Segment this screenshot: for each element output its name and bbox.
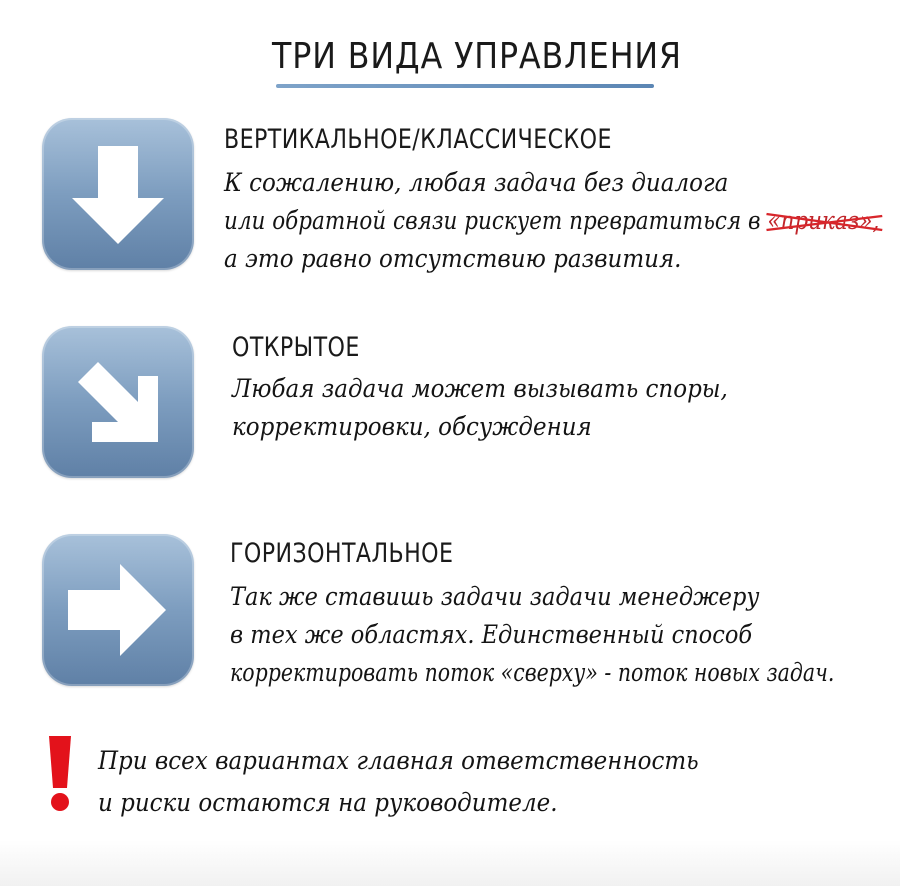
section-text-line: Так же ставишь задачи задачи менеджеру	[230, 582, 760, 611]
section-heading-vertical: ВЕРТИКАЛЬНОЕ/КЛАССИЧЕСКОЕ	[224, 124, 612, 155]
down-arrow-icon	[42, 118, 194, 270]
section-heading-horizontal: ГОРИЗОНТАЛЬНОЕ	[230, 538, 454, 569]
down-right-arrow-icon	[42, 326, 194, 478]
section-text-line: К сожалению, любая задача без диалога	[224, 168, 729, 197]
section-text-line: в тех же областях. Единственный способ	[230, 620, 753, 649]
section-text-line	[224, 206, 879, 235]
section-text-line: а это равно отсутствию развития.	[224, 244, 682, 273]
section-text-line: корректировки, обсуждения	[232, 412, 592, 441]
right-arrow-icon	[42, 534, 194, 686]
section-text-segment: или обратной связи рискует превратиться в	[224, 206, 761, 235]
exclamation-icon	[38, 734, 82, 814]
section-text-line: Любая задача может вызывать споры,	[232, 374, 728, 403]
struck-word	[767, 206, 879, 235]
note-text-line: и риски остаются на руководителе.	[98, 788, 558, 817]
title-underline	[276, 84, 654, 88]
struck-word-text: «приказ»,	[767, 206, 880, 235]
page-title: ТРИ ВИДА УПРАВЛЕНИЯ	[272, 36, 682, 77]
section-text-line: корректировать поток «сверху» - поток новых задач.	[230, 658, 835, 687]
section-heading-open: ОТКРЫТОЕ	[232, 332, 360, 363]
note-text-line: При всех вариантах главная ответственность	[98, 746, 699, 775]
